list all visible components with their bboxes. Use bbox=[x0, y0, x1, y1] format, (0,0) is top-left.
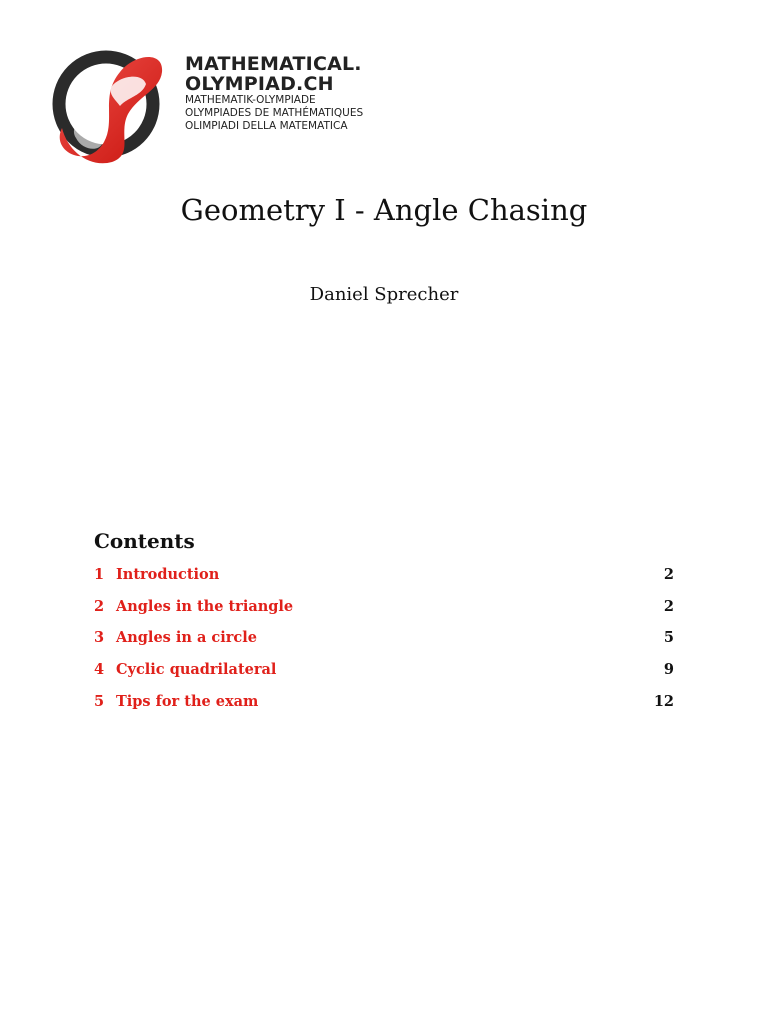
brand-sub-2: OLYMPIADES DE MATHÉMATIQUES bbox=[185, 107, 364, 119]
toc-page-number: 2 bbox=[663, 566, 674, 583]
toc-number: 1 bbox=[94, 566, 105, 583]
olympiad-logo bbox=[42, 42, 372, 168]
toc-page-number: 5 bbox=[663, 629, 674, 647]
toc-number: 2 bbox=[94, 597, 105, 615]
document-title: Geometry I - Angle Chasing bbox=[180, 193, 588, 227]
toc-number: 5 bbox=[94, 692, 105, 710]
brand-sub-3: OLIMPIADI DELLA MATEMATICA bbox=[185, 120, 348, 132]
brand-text bbox=[185, 54, 363, 133]
toc-link[interactable]: Tips for the exam bbox=[116, 692, 259, 710]
toc-page-number: 9 bbox=[663, 661, 674, 679]
toc-page-number: 2 bbox=[663, 597, 674, 615]
contents-heading: Contents bbox=[94, 529, 195, 553]
toc-link[interactable]: Angles in a circle bbox=[116, 629, 257, 647]
toc-entry-cyclic-quadrilateral[interactable] bbox=[94, 661, 674, 693]
toc-entry-angles-in-circle[interactable] bbox=[94, 629, 674, 661]
table-of-contents bbox=[94, 566, 674, 724]
toc-link[interactable]: Angles in the triangle bbox=[116, 597, 294, 615]
toc-number: 4 bbox=[94, 661, 105, 679]
toc-entry-introduction[interactable] bbox=[94, 566, 674, 598]
document-author: Daniel Sprecher bbox=[309, 284, 459, 305]
toc-entry-angles-in-triangle[interactable] bbox=[94, 598, 674, 630]
brand-line-1: MATHEMATICAL. bbox=[185, 53, 362, 75]
toc-link[interactable]: Cyclic quadrilateral bbox=[116, 661, 277, 679]
brand-line-2: OLYMPIAD.CH bbox=[185, 73, 334, 95]
toc-number: 3 bbox=[94, 629, 105, 647]
mobius-loop-icon bbox=[42, 42, 168, 168]
toc-entry-tips-for-exam[interactable] bbox=[94, 693, 674, 725]
toc-link[interactable]: Introduction bbox=[116, 566, 220, 583]
brand-sub-1: MATHEMATIK-OLYMPIADE bbox=[185, 94, 316, 106]
toc-page-number: 12 bbox=[653, 692, 674, 710]
